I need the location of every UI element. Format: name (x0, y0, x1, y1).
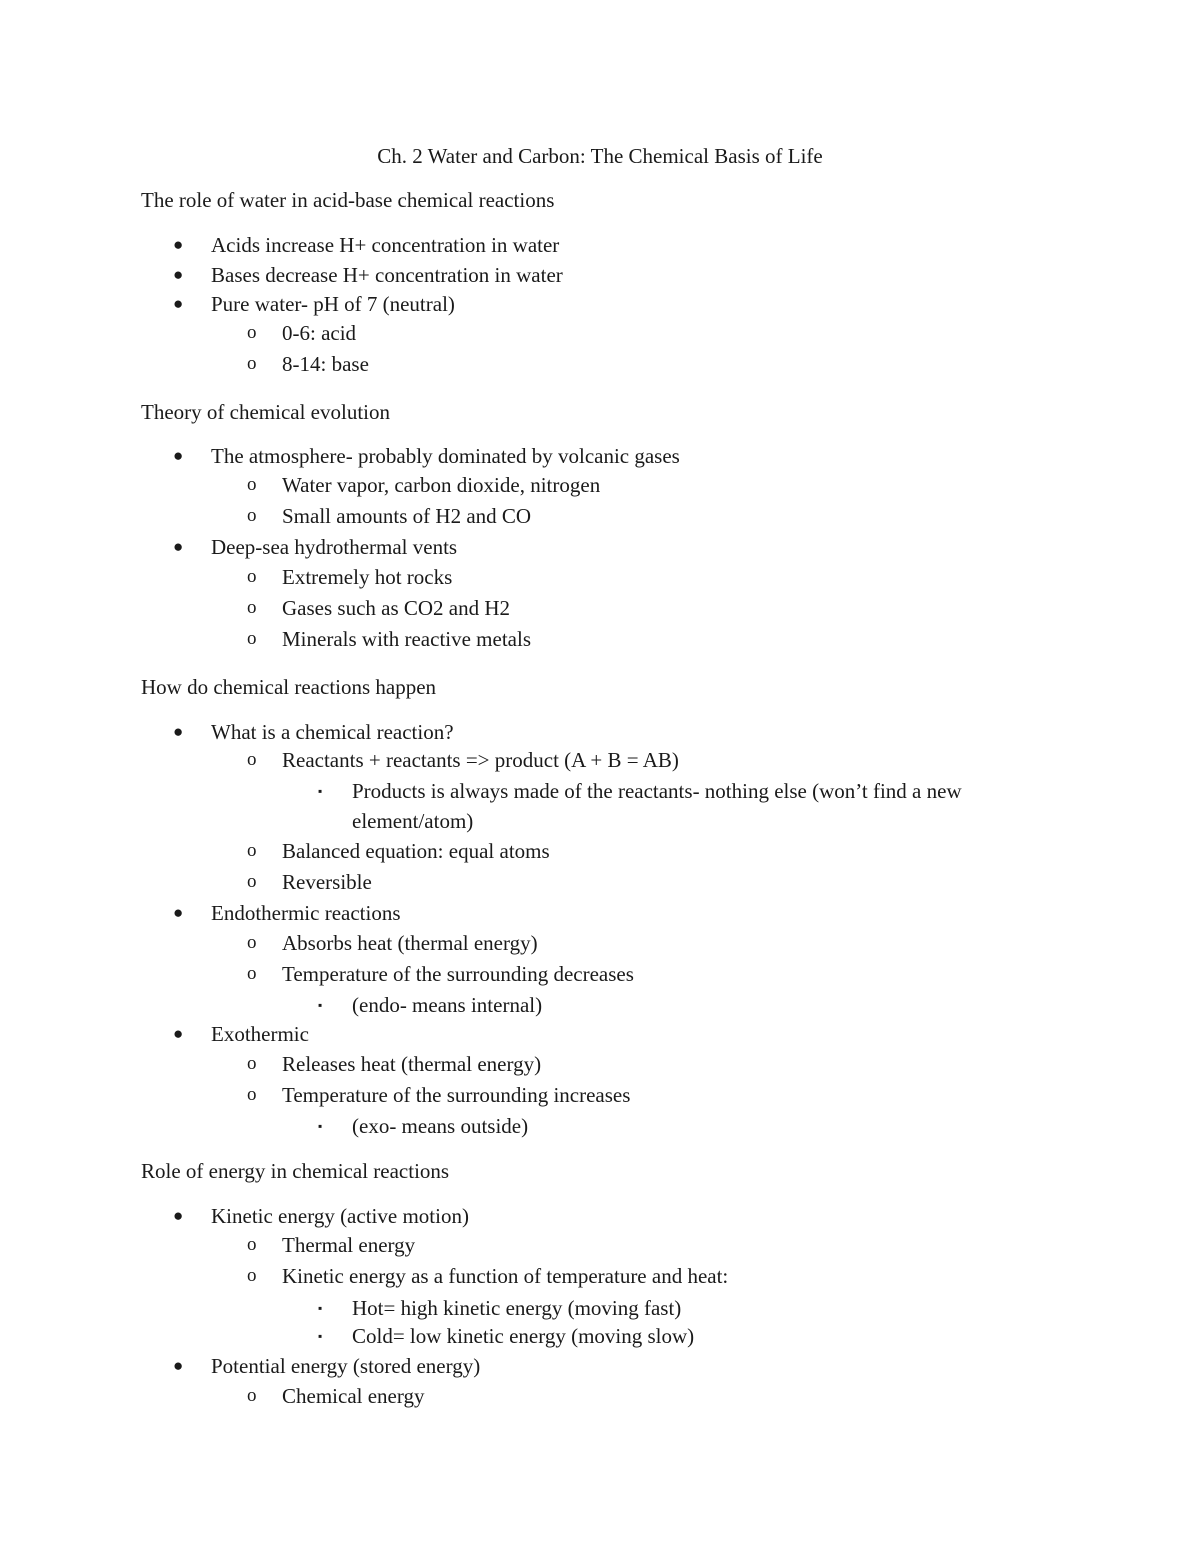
section-heading-energy: Role of energy in chemical reactions (141, 1159, 450, 1183)
sub-bullet-marker: o (247, 322, 257, 343)
list-item: Acids increase H+ concentration in water (211, 233, 560, 257)
bullet-marker: ● (173, 903, 184, 922)
section-heading-chemical-evolution: Theory of chemical evolution (141, 400, 390, 424)
sub-bullet-marker: o (247, 749, 257, 770)
sub-bullet-marker: o (247, 505, 257, 526)
sub-sub-bullet-marker: ▪ (318, 1301, 323, 1315)
list-item: Pure water- pH of 7 (neutral) (211, 292, 455, 316)
section-heading-chemical-reactions: How do chemical reactions happen (141, 675, 437, 699)
list-item: What is a chemical reaction? (211, 720, 454, 744)
sub-sub-list-item: (endo- means internal) (352, 993, 543, 1017)
sub-list-item: Balanced equation: equal atoms (282, 839, 550, 863)
bullet-marker: ● (173, 1356, 184, 1375)
section-heading-water-acid-base: The role of water in acid-base chemical reactions (141, 188, 555, 212)
bullet-marker: ● (173, 294, 184, 313)
sub-sub-bullet-marker: ▪ (318, 784, 323, 798)
bullet-marker: ● (173, 722, 184, 741)
list-item: The atmosphere- probably dominated by volcanic gases (211, 444, 680, 468)
sub-list-item: Releases heat (thermal energy) (282, 1052, 542, 1076)
sub-bullet-marker: o (247, 871, 257, 892)
bullet-marker: ● (173, 1024, 184, 1043)
sub-sub-list-item: Cold= low kinetic energy (moving slow) (352, 1324, 695, 1348)
sub-bullet-marker: o (247, 932, 257, 953)
list-item: Potential energy (stored energy) (211, 1354, 481, 1378)
bullet-marker: ● (173, 265, 184, 284)
sub-list-item: Gases such as CO2 and H2 (282, 596, 511, 620)
sub-list-item: Temperature of the surrounding increases (282, 1083, 631, 1107)
sub-list-item: Absorbs heat (thermal energy) (282, 931, 538, 955)
sub-bullet-marker: o (247, 963, 257, 984)
bullet-marker: ● (173, 446, 184, 465)
bullet-marker: ● (173, 1206, 184, 1225)
sub-list-item: Reversible (282, 870, 372, 894)
bullet-marker: ● (173, 235, 184, 254)
sub-bullet-marker: o (247, 1084, 257, 1105)
sub-sub-list-item-continuation: element/atom) (352, 809, 474, 833)
sub-sub-bullet-marker: ▪ (318, 998, 323, 1012)
sub-sub-bullet-marker: ▪ (318, 1119, 323, 1133)
sub-list-item: Extremely hot rocks (282, 565, 453, 589)
list-item: Endothermic reactions (211, 901, 401, 925)
bullet-marker: ● (173, 537, 184, 556)
sub-list-item: Chemical energy (282, 1384, 425, 1408)
sub-list-item: Temperature of the surrounding decreases (282, 962, 634, 986)
sub-bullet-marker: o (247, 1385, 257, 1406)
sub-sub-list-item: Products is always made of the reactants- nothing else (won’t find a new (352, 779, 962, 803)
sub-list-item: Small amounts of H2 and CO (282, 504, 532, 528)
sub-bullet-marker: o (247, 628, 257, 649)
document-title: Ch. 2 Water and Carbon: The Chemical Basis of Life (377, 144, 823, 168)
sub-list-item: Kinetic energy as a function of temperature and heat: (282, 1264, 729, 1288)
list-item: Kinetic energy (active motion) (211, 1204, 469, 1228)
list-item: Deep-sea hydrothermal vents (211, 535, 458, 559)
sub-bullet-marker: o (247, 1265, 257, 1286)
sub-list-item: 8-14: base (282, 352, 369, 376)
sub-list-item: Reactants + reactants => product (A + B = AB) (282, 748, 679, 772)
sub-list-item: Water vapor, carbon dioxide, nitrogen (282, 473, 601, 497)
sub-sub-list-item: Hot= high kinetic energy (moving fast) (352, 1296, 682, 1320)
list-item: Bases decrease H+ concentration in water (211, 263, 563, 287)
sub-bullet-marker: o (247, 840, 257, 861)
sub-sub-list-item: (exo- means outside) (352, 1114, 529, 1138)
sub-bullet-marker: o (247, 1234, 257, 1255)
list-item: Exothermic (211, 1022, 309, 1046)
sub-bullet-marker: o (247, 1053, 257, 1074)
sub-bullet-marker: o (247, 597, 257, 618)
sub-bullet-marker: o (247, 566, 257, 587)
sub-list-item: 0-6: acid (282, 321, 357, 345)
sub-bullet-marker: o (247, 474, 257, 495)
sub-bullet-marker: o (247, 353, 257, 374)
sub-list-item: Minerals with reactive metals (282, 627, 531, 651)
sub-list-item: Thermal energy (282, 1233, 416, 1257)
sub-sub-bullet-marker: ▪ (318, 1329, 323, 1343)
